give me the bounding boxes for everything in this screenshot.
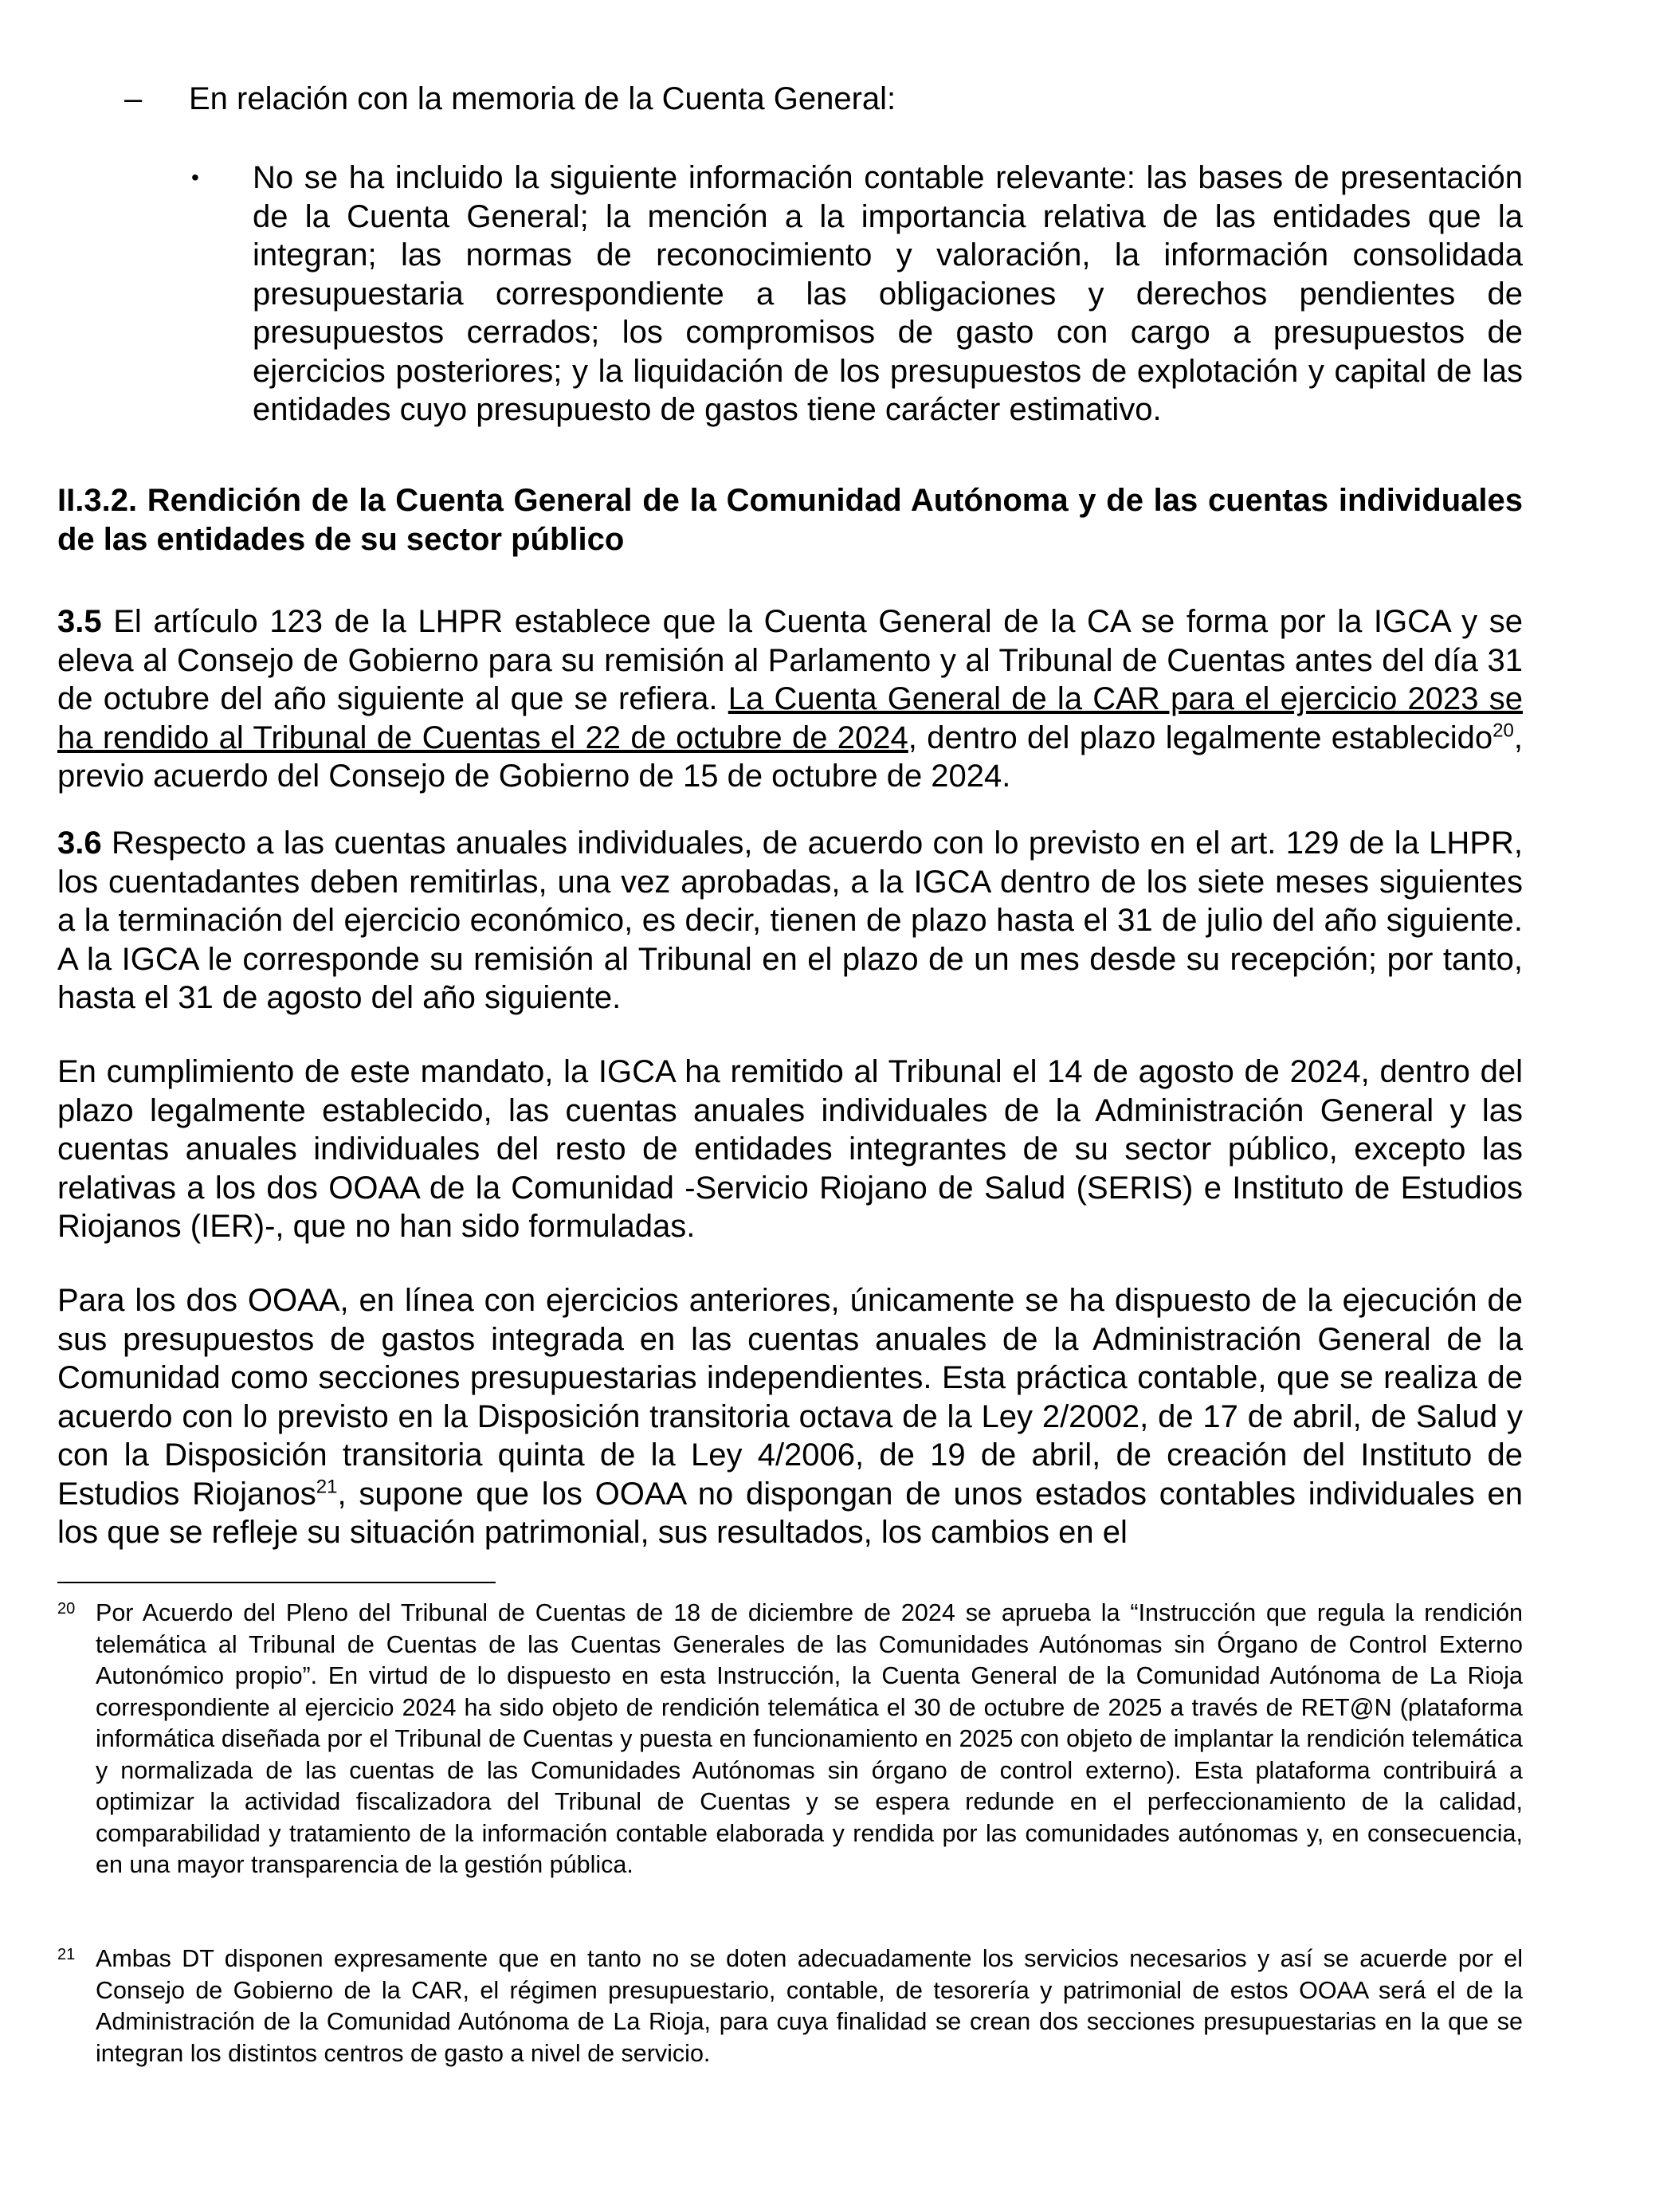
paragraph-number: 3.6 — [57, 826, 102, 861]
dash-item-text: En relación con la memoria de la Cuenta General: — [189, 81, 896, 116]
underlined-text: La Cuenta General de la CAR para el ejercicio 2023 se ha rendido al Tribunal de Cuentas el 22 de octubre de 2024 — [57, 681, 1523, 755]
paragraph-ooaa — [57, 1281, 1523, 1552]
paragraph-text: Para los dos OOAA, en línea con ejercicios anteriores, únicamente se ha dispuesto de la ejecución de sus presupuestos de gastos integrada en las cuentas anuales de la Administración General de la Comunidad como secciones presupuestarias independientes. Esta práctica contable, que se realiza de acuerdo con lo previsto en la Disposición transitoria octava de la Ley 2/2002, de 17 de abril, de Salud y con la Disposición transitoria quinta de la Ley 4/2006, de 19 de abril, de creación del Instituto de Estudios Riojanos — [57, 1283, 1523, 1512]
footnote-text: Ambas DT disponen expresamente que en tanto no se doten adecuadamente los servicios necesarios y así se acuerde por el Consejo de Gobierno de la CAR, el régimen presupuestario, contable, de tesorería y patrimonial de estos OOAA será el de la Administración de la Comunidad Autónoma de La Rioja, para cuya finalidad se crean dos secciones presupuestarias en la que se integran los distintos centros de gasto a nivel de servicio. — [96, 1945, 1523, 2067]
paragraph-text: El artículo 123 de la LHPR establece que la Cuenta General de la CA se forma por la IGCA y se eleva al Consejo de Gobierno para su remisión al Parlamento y al Tribunal de Cuentas antes del día 31 de octubre del año siguiente al que se refiera. — [57, 604, 1523, 716]
paragraph-text: Respecto a las cuentas anuales individuales, de acuerdo con lo previsto en el art. 129 de la LHPR, los cuentadantes deben remitirlas, una vez aprobadas, a la IGCA dentro de los siete meses siguientes a la terminación del ejercicio económico, es decir, tienen de plazo hasta el 31 de julio del año siguiente. A la IGCA le corresponde su remisión al Tribunal en el plazo de un mes desde su recepción; por tanto, hasta el 31 de agosto del año siguiente. — [57, 826, 1523, 1015]
dash-marker: – — [124, 81, 143, 116]
paragraph-number: 3.5 — [57, 604, 102, 639]
paragraph-3-6 — [57, 824, 1523, 1018]
footnote-ref-21[interactable]: 21 — [316, 1476, 338, 1498]
footnote-number: 21 — [57, 1946, 76, 1963]
footnote-separator — [57, 1582, 496, 1583]
footnote-ref-20[interactable]: 20 — [1492, 720, 1514, 742]
footnote-21 — [57, 1943, 1523, 2079]
section-heading: II.3.2. Rendición de la Cuenta General de la Comunidad Autónoma y de las cuentas individuales de las entidades de su sector público — [57, 483, 1523, 557]
footnote-number: 20 — [57, 1600, 76, 1618]
paragraph-3-5 — [57, 602, 1523, 796]
footnote-text: Por Acuerdo del Pleno del Tribunal de Cuentas de 18 de diciembre de 2024 se aprueba la “Instrucción que regula la rendición telemática al Tribunal de Cuentas de las Cuentas Generales de las Comunidades Autónomas sin Órgano de Control Externo Autonómico propio”. En virtud de lo dispuesto en esta Instrucción, la Cuenta General de la Comunidad Autónoma de La Rioja correspondiente al ejercicio 2024 ha sido objeto de rendición telemática el 30 de octubre de 2025 a través de RET@N (plataforma informática diseñada por el Tribunal de Cuentas y puesta en funcionamiento en 2025 con objeto de implantar la rendición telemática y normalizada de las cuentas de las Comunidades Autónomas sin órgano de control externo). Esta plataforma contribuirá a optimizar la actividad fiscalizadora del Tribunal de Cuentas y se espera redunde en el perfeccionamiento de la calidad, comparabilidad y tratamiento de la información contable elaborada y rendida por las comunidades autónomas y, en consecuencia, en una mayor transparencia de la gestión pública. — [96, 1599, 1523, 1878]
paragraph-compliance: En cumplimiento de este mandato, la IGCA ha remitido al Tribunal el 14 de agosto de 2024, dentro del plazo legalmente establecido, las cuentas anuales individuales de la Administración General y las cuentas anuales individuales del resto de entidades integrantes de su sector público, excepto las relativas a los dos OOAA de la Comunidad -Servicio Riojano de Salud (SERIS) e Instituto de Estudios Riojanos (IER)-, que no han sido formuladas. — [57, 1054, 1523, 1244]
paragraph-text: , supone que los OOAA no dispongan de unos estados contables individuales en los que se refleje su situación patrimonial, sus resultados, los cambios en el — [57, 1476, 1523, 1550]
bullet-item-text: No se ha incluido la siguiente información contable relevante: las bases de presentación de la Cuenta General; la mención a la importancia relativa de las entidades que la integran; las normas de reconocimiento y valoración, la información consolidada presupuestaria correspondiente a las obligaciones y derechos pendientes de presupuestos cerrados; los compromisos de gasto con cargo a presupuestos de ejercicios posteriores; y la liquidación de los presupuestos de explotación y capital de las entidades cuyo presupuesto de gastos tiene carácter estimativo. — [253, 160, 1523, 427]
paragraph-text: , previo acuerdo del Consejo de Gobierno de 15 de octubre de 2024. — [57, 720, 1523, 794]
bullet-marker: • — [191, 165, 199, 190]
footnote-20 — [57, 1598, 1523, 1916]
paragraph-text: , dentro del plazo legalmente establecido — [908, 720, 1493, 755]
